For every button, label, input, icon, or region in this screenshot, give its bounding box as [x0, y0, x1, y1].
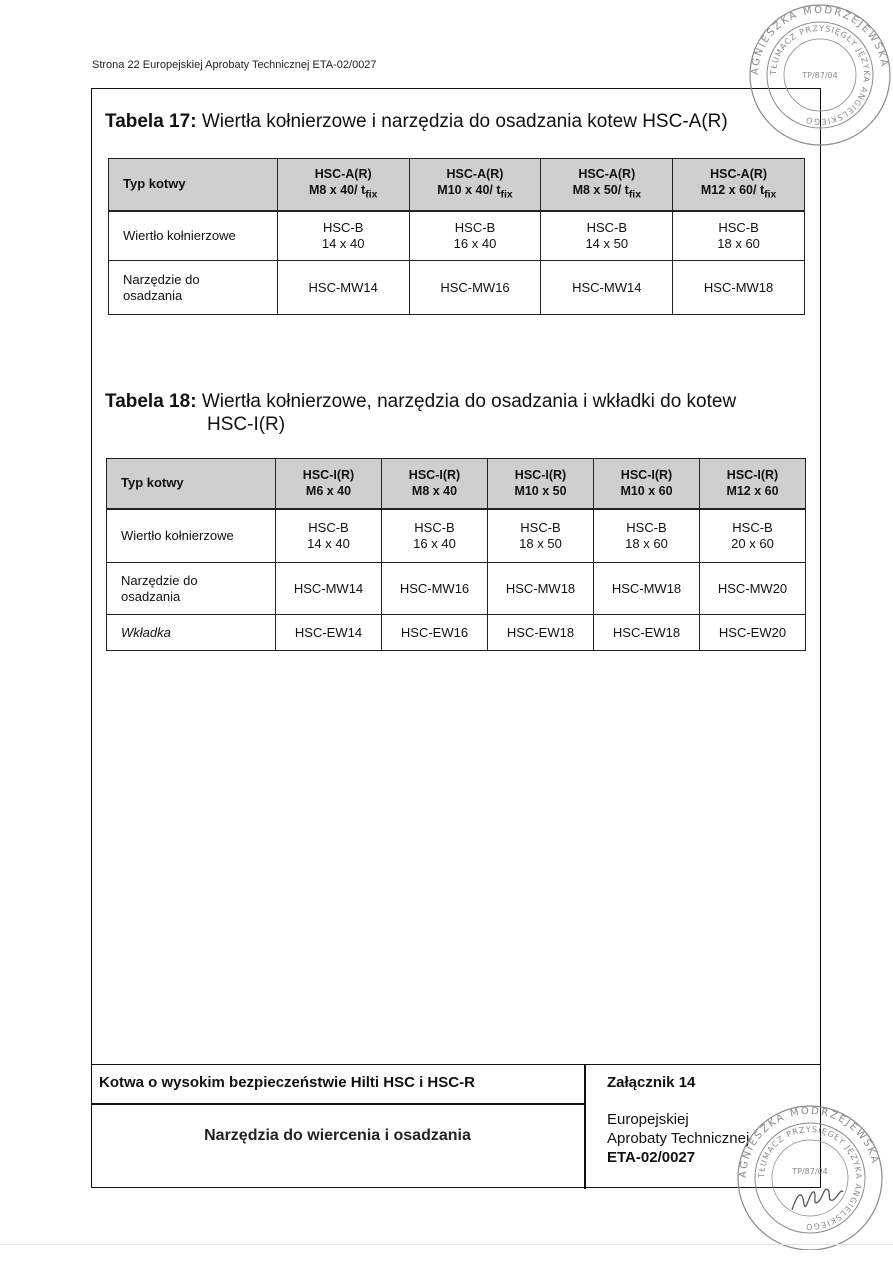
table-cell: HSC-MW16 [409, 261, 541, 315]
table-cell: HSC-B 20 x 60 [700, 509, 806, 563]
column-header: HSC-A(R) M12 x 60/ $t_{fix}$ [673, 159, 805, 211]
table-cell: HSC-B 18 x 50 [488, 509, 594, 563]
table-row [109, 159, 805, 211]
row-label: Narzędzie do osadzania [109, 261, 278, 315]
table-cell: HSC-B 16 x 40 [409, 211, 541, 261]
annex-number: Załącznik 14 [607, 1074, 696, 1091]
table-cell: HSC-EW14 [276, 615, 382, 651]
column-header-anchor-type: Typ kotwy [107, 459, 276, 509]
table-18-caption-cont: HSC-I(R) [207, 414, 286, 435]
row-label: Wiertło kołnierzowe [109, 211, 278, 261]
table-cell: HSC-EW16 [382, 615, 488, 651]
document-footer [91, 1064, 821, 1188]
table-cell: HSC-B 16 x 40 [382, 509, 488, 563]
table-cell: HSC-B 18 x 60 [594, 509, 700, 563]
table-17 [108, 158, 805, 315]
translator-stamp-icon [748, 0, 893, 150]
column-header: HSC-I(R) M12 x 60 [700, 459, 806, 509]
scan-edge [0, 1244, 893, 1245]
page-header: Strona 22 Europejskiej Aprobaty Technicznej ETA-02/0027 [92, 59, 377, 71]
table-18-title [105, 390, 736, 436]
table-cell: HSC-EW18 [488, 615, 594, 651]
table-row [109, 211, 805, 261]
table-cell: HSC-B 18 x 60 [673, 211, 805, 261]
table-cell: HSC-MW18 [673, 261, 805, 315]
table-row [107, 615, 806, 651]
row-label: Wiertło kołnierzowe [107, 509, 276, 563]
table-cell: HSC-MW20 [700, 563, 806, 615]
table-row [107, 509, 806, 563]
eta-line: Europejskiej [607, 1111, 689, 1128]
table-18-caption: Wiertła kołnierzowe, narzędzia do osadzania i wkładki do kotew [201, 391, 737, 412]
table-row [107, 563, 806, 615]
table-cell: HSC-MW16 [382, 563, 488, 615]
svg-text:TŁUMACZ PRZYSIĘGŁY JĘZYKA ANGI: TŁUMACZ PRZYSIĘGŁY JĘZYKA ANGIELSKIEGO [768, 23, 872, 127]
svg-text:TP/87/04: TP/87/04 [802, 71, 838, 80]
table-row [109, 261, 805, 315]
table-17-label: Tabela 17: [105, 111, 197, 132]
table-cell: HSC-EW18 [594, 615, 700, 651]
column-header: HSC-I(R) M8 x 40 [382, 459, 488, 509]
column-header: HSC-A(R) M8 x 40/ $t_{fix}$ [277, 159, 409, 211]
eta-number: ETA-02/0027 [607, 1149, 696, 1166]
column-header: HSC-A(R) M10 x 40/ $t_{fix}$ [409, 159, 541, 211]
table-cell: HSC-MW18 [488, 563, 594, 615]
table-cell: HSC-EW20 [700, 615, 806, 651]
table-cell: HSC-MW14 [277, 261, 409, 315]
table-cell: HSC-MW14 [541, 261, 673, 315]
column-header: HSC-I(R) M10 x 50 [488, 459, 594, 509]
table-17-caption: Wiertła kołnierzowe i narzędzia do osadzania kotew HSC-A(R) [201, 111, 728, 132]
table-cell: HSC-B 14 x 40 [277, 211, 409, 261]
row-label: Narzędzie do osadzania [107, 563, 276, 615]
annex-subject: Narzędzia do wiercenia i osadzania [204, 1127, 471, 1144]
column-header: HSC-I(R) M10 x 60 [594, 459, 700, 509]
signature-icon [792, 1189, 843, 1210]
eta-line: Aprobaty Technicznej [607, 1130, 750, 1147]
table-cell: HSC-B 14 x 50 [541, 211, 673, 261]
table-18-label: Tabela 18: [105, 391, 197, 412]
table-cell: HSC-B 14 x 40 [276, 509, 382, 563]
table-cell: HSC-MW14 [276, 563, 382, 615]
svg-text:AGNIESZKA MODRZEJEWSKA: AGNIESZKA MODRZEJEWSKA [749, 4, 890, 76]
footer-divider [584, 1065, 586, 1189]
table-18 [106, 458, 806, 651]
translator-stamp-icon [730, 1100, 890, 1250]
footer-divider [91, 1103, 584, 1105]
svg-text:AGNIESZKA MODRZEJEWSKA: AGNIESZKA MODRZEJEWSKA [737, 1105, 881, 1179]
column-header: HSC-A(R) M8 x 50/ $t_{fix}$ [541, 159, 673, 211]
column-header-anchor-type: Typ kotwy [109, 159, 278, 211]
row-label: Wkładka [107, 615, 276, 651]
product-name: Kotwa o wysokim bezpieczeństwie Hilti HSC i HSC-R [99, 1074, 475, 1091]
table-17-title [105, 110, 728, 133]
svg-text:TŁUMACZ PRZYSIĘGŁY JĘZYKA ANGI: TŁUMACZ PRZYSIĘGŁY JĘZYKA ANGIELSKIEGO [756, 1124, 864, 1232]
column-header: HSC-I(R) M6 x 40 [276, 459, 382, 509]
table-row [107, 459, 806, 509]
svg-text:TP/87/04: TP/87/04 [792, 1167, 828, 1176]
table-cell: HSC-MW18 [594, 563, 700, 615]
